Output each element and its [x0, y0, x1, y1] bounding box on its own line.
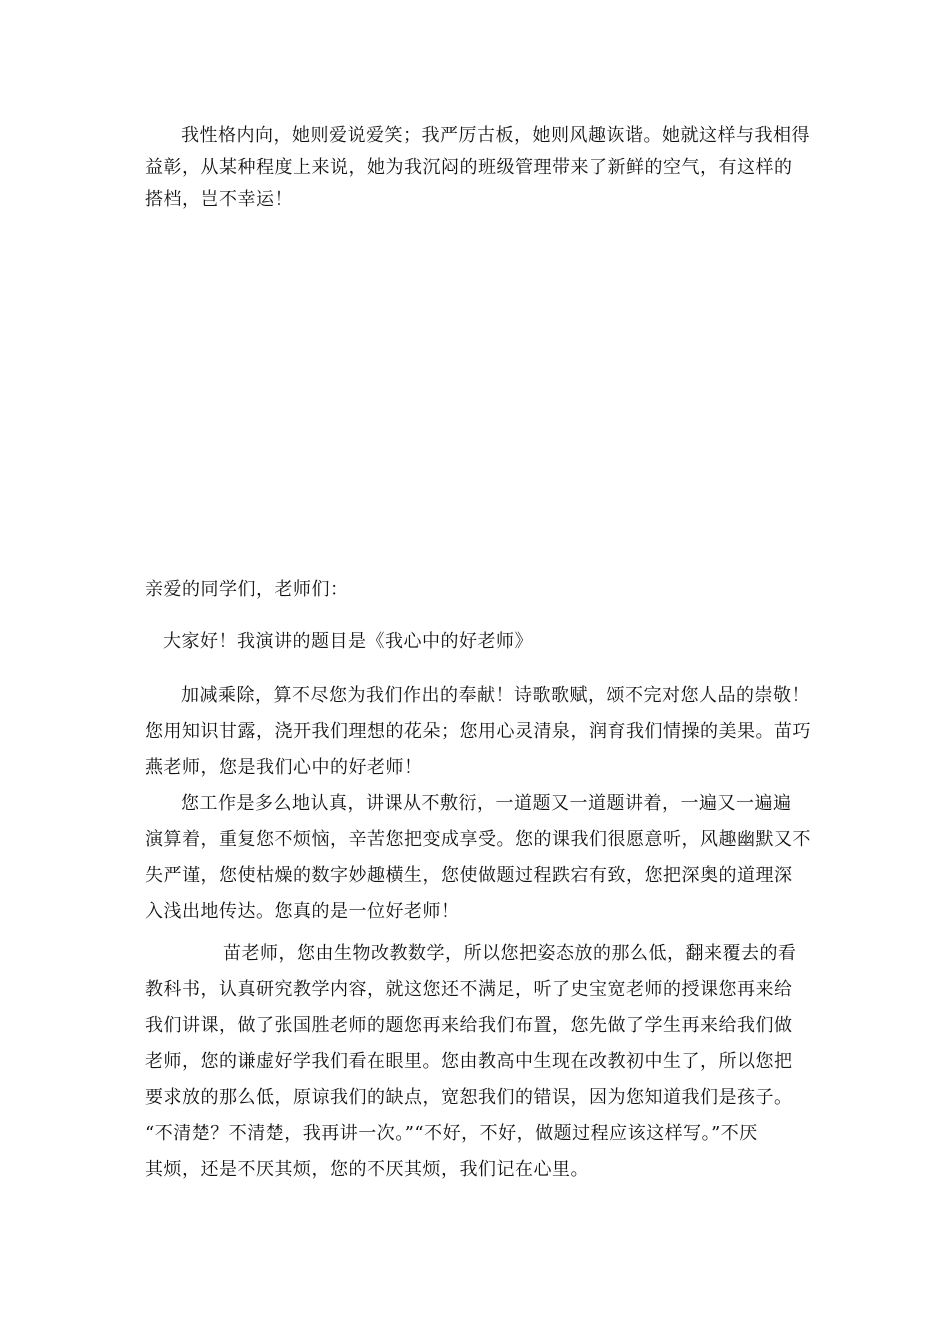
greeting-text: 大家好！我演讲的题目是《我心中的好老师》 — [163, 631, 533, 652]
paragraph-line: 燕老师，您是我们心中的好老师！ — [145, 757, 423, 778]
speech-paragraph-3 — [145, 936, 810, 1188]
paragraph-line: 我们讲课，做了张国胜老师的题您再来给我们布置，您先做了学生再来给我们做 — [145, 1015, 793, 1036]
paragraph-line: 您工作是多么地认真，讲课从不敷衍，一道题又一道题讲着，一遍又一遍遍 — [181, 793, 792, 814]
speech-paragraph-1 — [145, 678, 810, 786]
top-paragraph-line: 搭档，岂不幸运！ — [145, 189, 293, 210]
paragraph-line: 演算着，重复您不烦恼，辛苦您把变成享受。您的课我们很愿意听，风趣幽默又不 — [145, 829, 811, 850]
top-paragraph — [145, 120, 810, 216]
speech-greeting — [145, 626, 810, 658]
paragraph-line: 您用知识甘露，浇开我们理想的花朵；您用心灵清泉，润育我们情操的美果。苗巧 — [145, 721, 811, 742]
paragraph-line: 入浅出地传达。您真的是一位好老师！ — [145, 901, 460, 922]
paragraph-line: 失严谨，您使枯燥的数字妙趣横生，您使做题过程跌宕有致，您把深奥的道理深 — [145, 865, 793, 886]
paragraph-line: 教科书，认真研究教学内容，就这您还不满足，听了史宝宽老师的授课您再来给 — [145, 979, 793, 1000]
top-paragraph-line: 益彰，从某种程度上来说，她为我沉闷的班级管理带来了新鲜的空气，有这样的 — [145, 157, 793, 178]
speech-salutation — [145, 574, 810, 606]
paragraph-line: 苗老师，您由生物改教数学，所以您把姿态放的那么低，翻来覆去的看 — [223, 943, 797, 964]
paragraph-line: “不清楚？不清楚，我再讲一次。”“不好，不好，做题过程应该这样写。”不厌 — [145, 1123, 758, 1144]
top-paragraph-line: 我性格内向，她则爱说爱笑；我严厉古板，她则风趣诙谐。她就这样与我相得 — [181, 125, 810, 146]
paragraph-line: 老师，您的谦虚好学我们看在眼里。您由教高中生现在改教初中生了，所以您把 — [145, 1051, 793, 1072]
paragraph-line: 要求放的那么低，原谅我们的缺点，宽恕我们的错误，因为您知道我们是孩子。 — [145, 1087, 793, 1108]
paragraph-line: 加减乘除，算不尽您为我们作出的奉献！诗歌歌赋，颂不完对您人品的崇敬！ — [181, 685, 810, 706]
speech-paragraph-2 — [145, 786, 810, 930]
paragraph-line: 其烦，还是不厌其烦，您的不厌其烦，我们记在心里。 — [145, 1159, 589, 1180]
salutation-text: 亲爱的同学们，老师们： — [145, 579, 349, 600]
